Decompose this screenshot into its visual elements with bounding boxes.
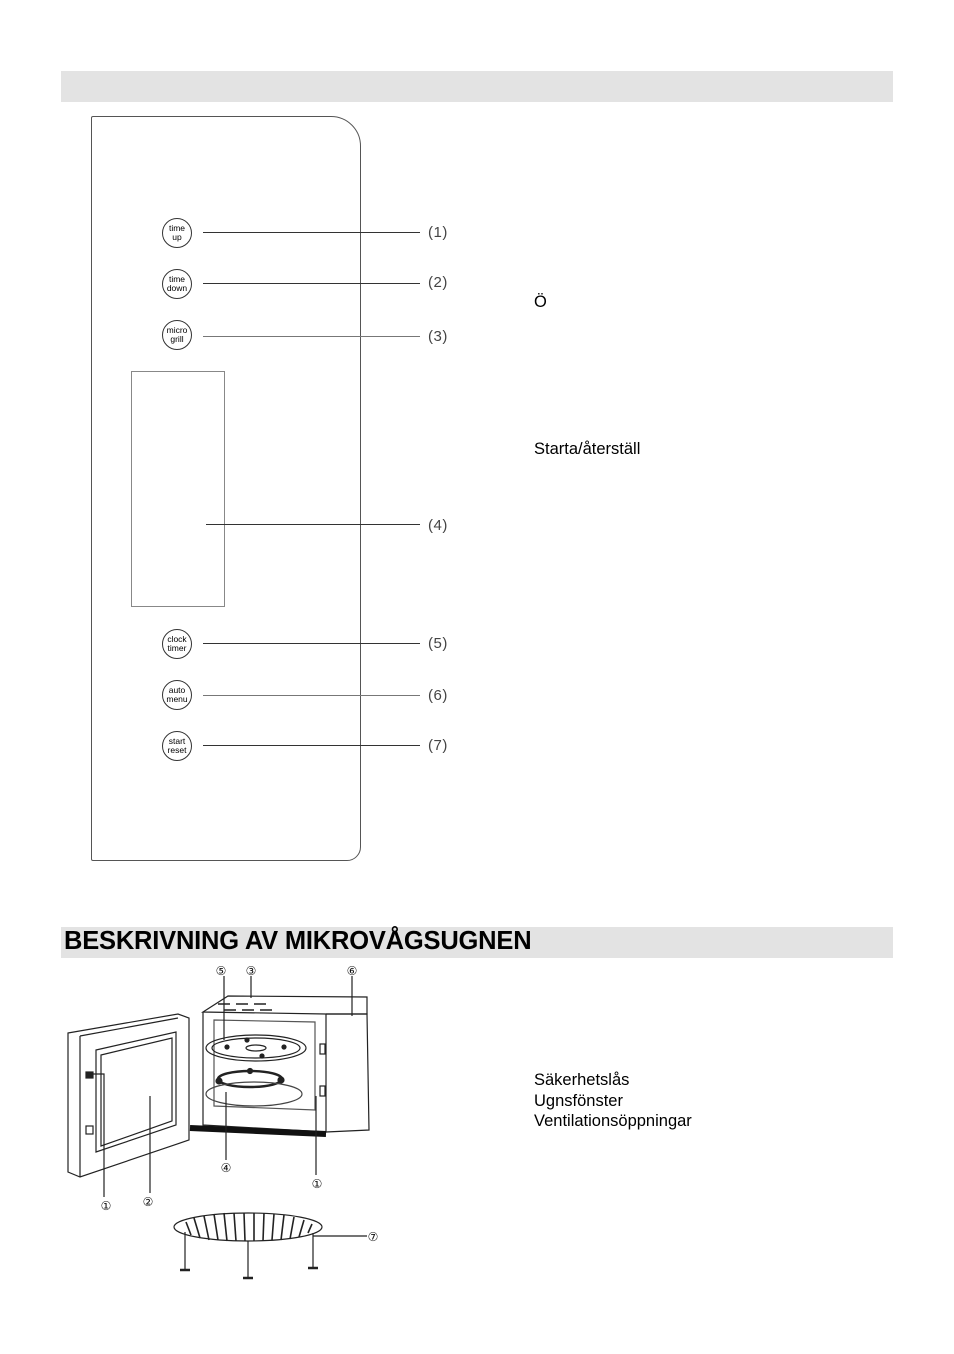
- control-section: [326, 1014, 369, 1132]
- clock-timer-label-2: timer: [167, 643, 187, 653]
- section-title: BESKRIVNING AV MIKROVÅGSUGNEN: [64, 927, 532, 955]
- note-o-umlaut: Ö: [534, 293, 547, 311]
- marker-2: ②: [142, 1195, 154, 1209]
- callout-1: (1): [428, 224, 448, 241]
- clock-timer-label-1: clock: [167, 634, 187, 644]
- marker-1-left: ①: [100, 1199, 112, 1213]
- marker-1-right: ①: [311, 1177, 323, 1191]
- callout-6: (6): [428, 687, 448, 704]
- oven-base: [190, 1128, 326, 1134]
- auto-menu-label-2: menu: [166, 694, 188, 704]
- rotating-base: [206, 1082, 302, 1106]
- marker-7: ⑦: [367, 1230, 379, 1244]
- callout-5: (5): [428, 635, 448, 652]
- callout-3: (3): [428, 328, 448, 345]
- part-oven-window: Ugnsfönster: [534, 1092, 623, 1110]
- marker-6: ⑥: [346, 964, 358, 978]
- callout-2: (2): [428, 274, 448, 291]
- callout-4: (4): [428, 517, 448, 534]
- start-reset-label-1: start: [168, 736, 186, 746]
- time-down-label-2: down: [166, 283, 188, 293]
- micro-grill-label-2: grill: [170, 334, 184, 344]
- part-ventilation: Ventilationsöppningar: [534, 1112, 692, 1130]
- auto-menu-label-1: auto: [168, 685, 186, 695]
- marker-3: ③: [245, 964, 257, 978]
- diagram-markers: [101, 964, 379, 1244]
- marker-5: ⑤: [215, 964, 227, 978]
- oven-cabinet-top: [203, 996, 367, 1014]
- door-latch-bottom: [86, 1126, 93, 1134]
- glass-turntable: [206, 1035, 306, 1061]
- part-safety-lock: Säkerhetslås: [534, 1071, 630, 1089]
- marker-4: ④: [220, 1161, 232, 1175]
- callout-7: (7): [428, 737, 448, 754]
- oven-drawing: [68, 976, 369, 1278]
- start-reset-label-2: reset: [167, 745, 187, 755]
- time-up-label-2: up: [172, 232, 182, 242]
- door-latch-top: [86, 1072, 93, 1078]
- note-start-reset: Starta/återställ: [534, 440, 641, 458]
- time-down-label-1: time: [168, 274, 186, 284]
- time-up-label-1: time: [168, 223, 186, 233]
- micro-grill-label-1: micro: [166, 325, 188, 335]
